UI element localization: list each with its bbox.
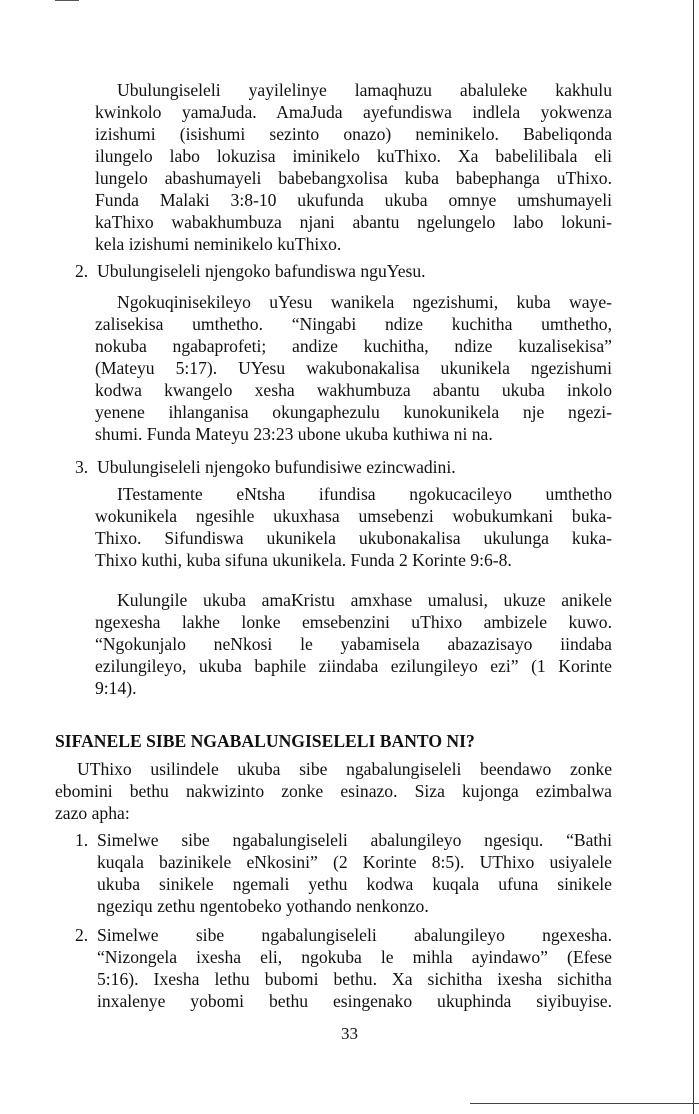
paragraph-5 bbox=[55, 758, 612, 824]
text-line: Ngokuqinisekileyo uYesu wanikela ngezishumi, kuba waye- bbox=[117, 292, 612, 312]
text-line: shumi. Funda Mateyu 23:23 ubone ukuba kuthiwa ni na. bbox=[95, 424, 493, 444]
text-line: Kulungile ukuba amaKristu amxhase umalusi, ukuze anikele bbox=[117, 590, 612, 610]
list-number: 2. bbox=[75, 261, 89, 281]
list-number: 1. bbox=[75, 830, 89, 850]
text-line: (Mateyu 5:17). UYesu wakubonakalisa ukunikela ngezishumi bbox=[95, 358, 612, 378]
text-line: kwinkolo yamaJuda. AmaJuda ayefundiswa indlela yokwenza bbox=[95, 102, 612, 122]
text-line: Thixo. Sifundiswa ukunikela ukubonakalisa ukulunga kuka- bbox=[95, 528, 612, 548]
text-line: inxalenye yobomi bethu esingenako ukuphinda siyibuyise. bbox=[97, 991, 612, 1011]
list-number: 2. bbox=[75, 925, 89, 945]
text-line: ngexesha lakhe lonke emsebenzini uThixo ambizele kuwo. bbox=[95, 612, 612, 632]
text-line: kodwa kwangelo xesha wakhumbuza abantu ukuba inkolo bbox=[95, 380, 612, 400]
bottom-rule bbox=[470, 1103, 699, 1104]
text-line: UThixo usilindele ukuba sibe ngabalungiseleli beendawo zonke bbox=[77, 759, 612, 779]
top-rule bbox=[55, 0, 79, 1]
text-line: kela izishumi neminikelo kuThixo. bbox=[95, 234, 342, 254]
page-edge bbox=[693, 0, 694, 1114]
paragraph-3 bbox=[95, 483, 612, 571]
section-heading: SIFANELE SIBE NGABALUNGISELELI BANTO NI? bbox=[55, 731, 475, 751]
page-number: 33 bbox=[341, 1024, 358, 1043]
text-line: Funda Malaki 3:8-10 ukufunda ukuba omnye umshumayeli bbox=[95, 190, 612, 210]
text-line: Thixo kuthi, kuba sifuna ukunikela. Funda 2 Korinte 9:6-8. bbox=[95, 550, 512, 570]
paragraph-1 bbox=[95, 79, 612, 255]
text-line: ebomini bethu nakwizinto zonke esinazo. Siza kujonga ezimbalwa bbox=[55, 781, 612, 801]
text-line: kuqala bazinikele eNkosini” (2 Korinte 8:5). UThixo usiyalele bbox=[97, 852, 612, 872]
text-line: ilungelo labo lokuzisa iminikelo kuThixo. Xa babelilibala eli bbox=[95, 146, 612, 166]
text-line: zazo apha: bbox=[55, 803, 130, 823]
text-line: wokunikela ngesihle ukuxhasa umsebenzi wobukumkani buka- bbox=[95, 506, 612, 526]
text-line: 5:16). Ixesha lethu bubomi bethu. Xa sichitha ixesha sichitha bbox=[97, 969, 612, 989]
text-line: kaThixo wabakhumbuza njani abantu ngelungelo labo lokuni- bbox=[95, 212, 612, 232]
text-line: Simelwe sibe ngabalungiseleli abalungileyo ngesiqu. “Bathi bbox=[97, 830, 612, 850]
text-line: ezilungileyo, ukuba baphile ziindaba ezilungileyo ezi” (1 Korinte bbox=[95, 656, 612, 676]
list-item-2 bbox=[75, 924, 612, 1012]
list-item-2-title: 2. Ubulungiseleli njengoko bafundiswa nguYesu. bbox=[75, 261, 426, 281]
text-line: lungelo abashumayeli babebangxolisa kuba babephanga uThixo. bbox=[95, 168, 612, 188]
text-line: Ubulungiseleli yayilelinye lamaqhuzu abaluleke kakhulu bbox=[117, 80, 612, 100]
text-line: zalisekisa umthetho. “Ningabi ndize kuchitha umthetho, bbox=[95, 314, 612, 334]
text-line: “Ngokunjalo neNkosi le yabamisela abazazisayo iindaba bbox=[95, 634, 612, 654]
text-line: “Nizongela ixesha eli, ngokuba le mihla ayindawo” (Efese bbox=[97, 947, 612, 967]
text-line: ngeziqu zethu ngentobeko yothando nenkonzo. bbox=[97, 896, 429, 916]
paragraph-4 bbox=[95, 589, 612, 699]
text-line: Simelwe sibe ngabalungiseleli abalungileyo ngexesha. bbox=[97, 925, 612, 945]
list-number: 3. bbox=[75, 457, 89, 477]
text-line: ukuba sinikele ngemali yethu kodwa kuqala ufuna sinikele bbox=[97, 874, 612, 894]
text-line: nokuba ngabaprofeti; andize kuchitha, ndize kuzalisekisa” bbox=[95, 336, 612, 356]
paragraph-2 bbox=[95, 291, 612, 445]
list-item-1 bbox=[75, 829, 612, 917]
text-line: izishumi (isishumi sezinto onazo) neminikelo. Babeliqonda bbox=[95, 124, 612, 144]
text-line: ITestamente eNtsha ifundisa ngokucacileyo umthetho bbox=[117, 484, 612, 504]
text-line: 9:14). bbox=[95, 678, 137, 698]
list-item-3-title: 3. Ubulungiseleli njengoko bufundisiwe ezincwadini. bbox=[75, 457, 456, 477]
text-line: yenene ihlanganisa okungaphezulu kunokunikela nje ngezi- bbox=[95, 402, 612, 422]
